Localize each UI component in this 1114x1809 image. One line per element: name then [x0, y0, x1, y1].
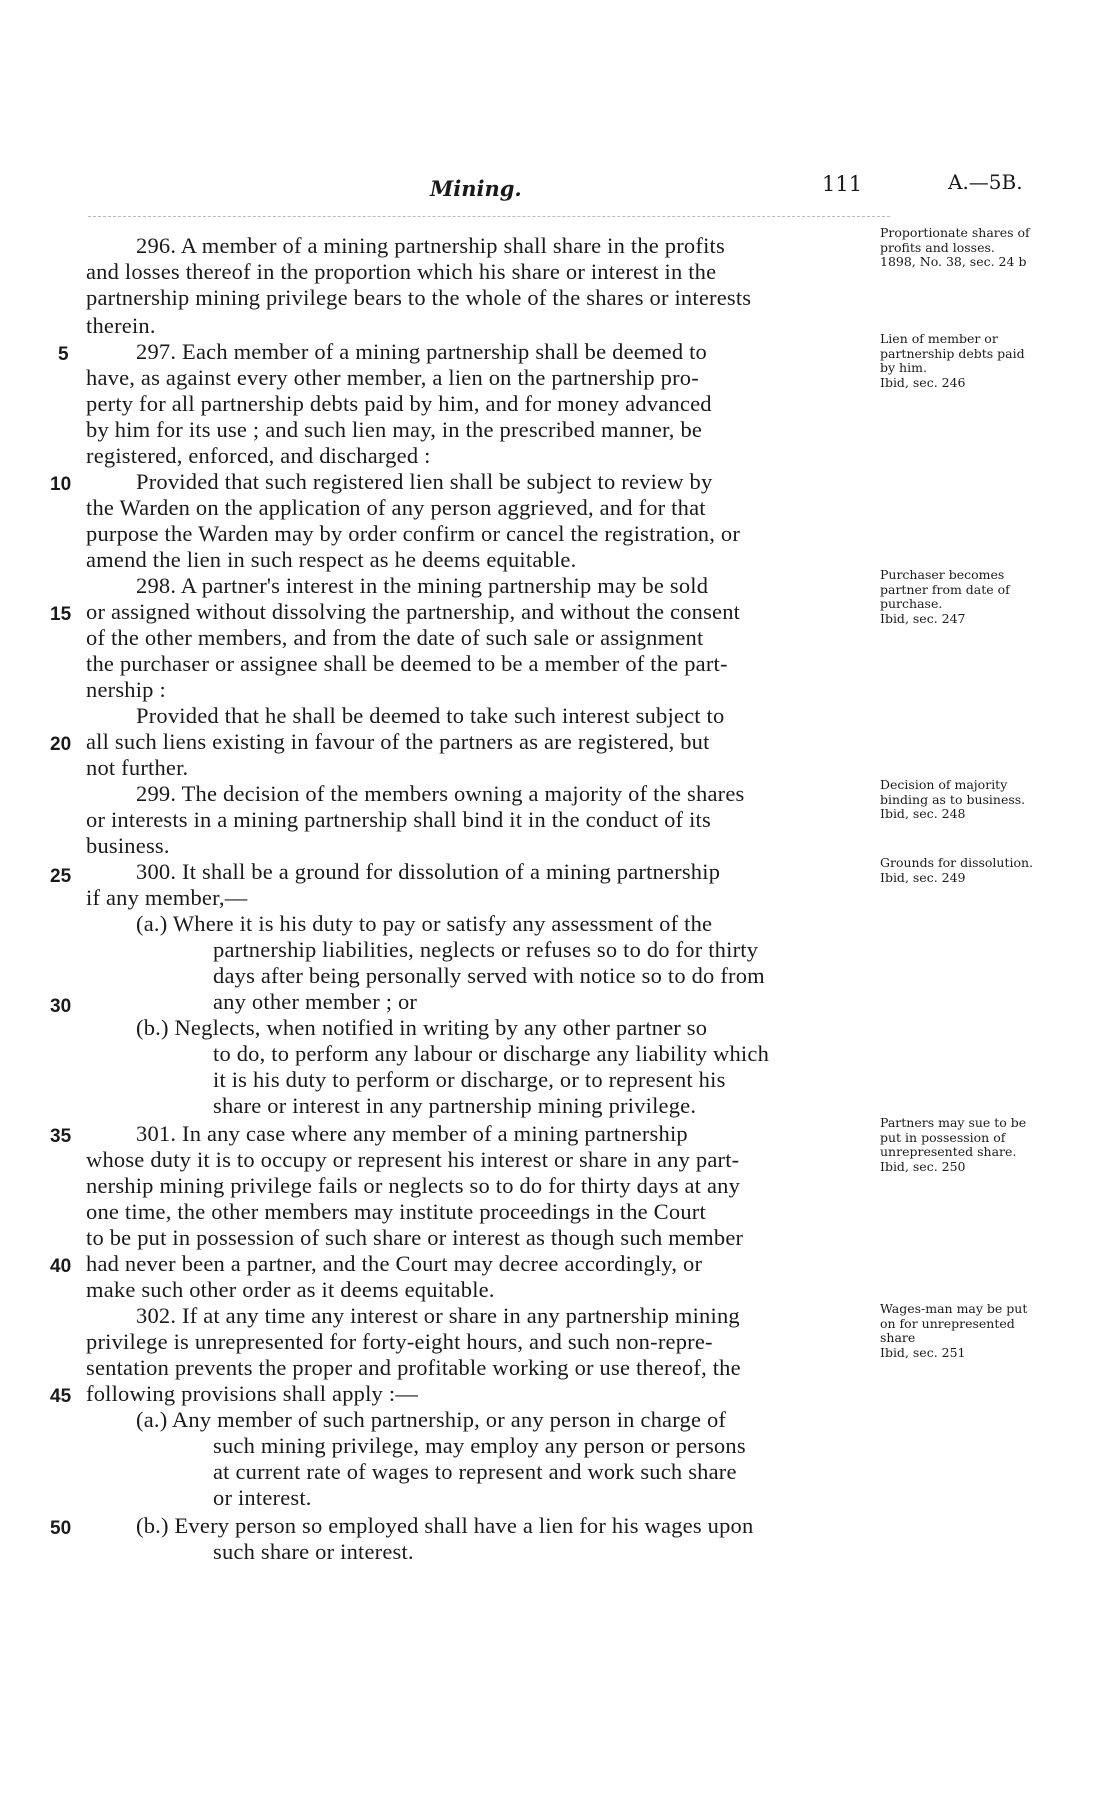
text-line: following provisions shall apply :— [86, 1381, 418, 1406]
text-line: to do, to perform any labour or discharge any liability which [213, 1041, 770, 1066]
text-line-clause-a: (a.) Any member of such partnership, or any person in charge of [136, 1407, 727, 1432]
text-line-section-299: 299. The decision of the members owning a majority of the shares [136, 781, 745, 806]
line-number: 10 [50, 474, 72, 495]
document-reference: A.—5B. [948, 170, 1023, 194]
marginal-note [880, 332, 1040, 390]
text-line-section-301: 301. In any case where any member of a mining partnership [136, 1121, 688, 1146]
marginal-note-title: Partners may sue to be put in possession of unrepresented share. [880, 1115, 1027, 1159]
page-number: 111 [822, 172, 863, 196]
marginal-note-ref: Ibid, sec. 250 [880, 1158, 966, 1174]
text-line: have, as against every other member, a lien on the partnership pro- [86, 365, 699, 390]
line-number: 25 [50, 866, 72, 887]
text-line-section-298: 298. A partner's interest in the mining partnership may be sold [136, 573, 709, 598]
marginal-note-ref: Ibid, sec. 248 [880, 806, 966, 821]
marginal-note [880, 778, 1040, 822]
line-number: 30 [50, 996, 72, 1017]
text-line-clause-a: (a.) Where it is his duty to pay or satisfy any assessment of the [136, 911, 713, 936]
marginal-note-ref: Ibid, sec. 249 [880, 869, 966, 885]
text-line: such share or interest. [213, 1539, 414, 1564]
text-line: or interest. [213, 1485, 312, 1510]
text-line: sentation prevents the proper and profitable working or use thereof, the [86, 1355, 741, 1380]
header-rule [88, 216, 890, 217]
line-number: 20 [50, 734, 72, 755]
running-title: Mining. [430, 176, 522, 201]
text-line: by him for its use ; and such lien may, in the prescribed manner, be [86, 417, 703, 442]
text-line-section-302: 302. If at any time any interest or share in any partnership mining [136, 1303, 740, 1328]
marginal-note-title: Decision of majority binding as to business. [880, 777, 1026, 807]
marginal-note [880, 1116, 1040, 1174]
text-line: the purchaser or assignee shall be deemed to be a member of the part- [86, 651, 728, 676]
text-line: business. [86, 833, 170, 858]
text-line: not further. [86, 755, 189, 780]
text-line: if any member,— [86, 885, 248, 910]
marginal-note-ref: 1898, No. 38, sec. 24 b [880, 254, 1027, 269]
line-number: 5 [58, 344, 69, 365]
marginal-note-title: Proportionate shares of profits and losses. [880, 225, 1030, 255]
text-line: registered, enforced, and discharged : [86, 443, 431, 468]
text-line: share or interest in any partnership mining privilege. [213, 1093, 697, 1118]
text-line: any other member ; or [213, 989, 418, 1014]
marginal-note [880, 1302, 1040, 1360]
marginal-note [880, 226, 1040, 270]
marginal-note [880, 568, 1040, 626]
text-line-section-296: 296. A member of a mining partnership shall share in the profits [136, 233, 725, 258]
text-line: days after being personally served with notice so to do from [213, 963, 765, 988]
text-line: perty for all partnership debts paid by him, and for money advanced [86, 391, 712, 416]
text-line: of the other members, and from the date of such sale or assignment [86, 625, 704, 650]
line-number: 15 [50, 604, 72, 625]
marginal-note-title: Wages-man may be put on for unrepresented share [880, 1301, 1028, 1345]
text-line: nership mining privilege fails or neglects so to do for thirty days at any [86, 1173, 741, 1198]
text-line: such mining privilege, may employ any person or persons [213, 1433, 746, 1458]
line-number: 45 [50, 1386, 72, 1407]
text-line: make such other order as it deems equitable. [86, 1277, 495, 1302]
text-line: one time, the other members may institute proceedings in the Court [86, 1199, 706, 1224]
marginal-note-title: Lien of member or partnership debts paid by him. [880, 331, 1025, 375]
marginal-note [880, 856, 1040, 885]
line-number: 40 [50, 1256, 72, 1277]
text-line: the Warden on the application of any person aggrieved, and for that [86, 495, 706, 520]
text-line: it is his duty to perform or discharge, or to represent his [213, 1067, 726, 1092]
text-line: nership : [86, 677, 166, 702]
text-line: purpose the Warden may by order confirm or cancel the registration, or [86, 521, 741, 546]
text-line: partnership liabilities, neglects or refuses so to do for thirty [213, 937, 759, 962]
text-line: amend the lien in such respect as he deems equitable. [86, 547, 577, 572]
text-line: partnership mining privilege bears to the whole of the shares or interests [86, 285, 752, 310]
text-line: therein. [86, 313, 156, 338]
text-line: or assigned without dissolving the partnership, and without the consent [86, 599, 741, 624]
text-line-clause-b: (b.) Every person so employed shall have a lien for his wages upon [136, 1513, 754, 1538]
text-line: all such liens existing in favour of the partners as are registered, but [86, 729, 710, 754]
line-number: 35 [50, 1126, 72, 1147]
text-line: and losses thereof in the proportion which his share or interest in the [86, 259, 717, 284]
marginal-note-ref: Ibid, sec. 246 [880, 374, 966, 390]
text-line: had never been a partner, and the Court may decree accordingly, or [86, 1251, 703, 1276]
marginal-note-ref: Ibid, sec. 247 [880, 610, 966, 626]
text-line-proviso: Provided that he shall be deemed to take such interest subject to [136, 703, 725, 728]
text-line-section-300: 300. It shall be a ground for dissolution of a mining partnership [136, 859, 721, 884]
text-line-proviso: Provided that such registered lien shall be subject to review by [136, 469, 713, 494]
text-line-section-297: 297. Each member of a mining partnership shall be deemed to [136, 339, 708, 364]
marginal-note-ref: Ibid, sec. 251 [880, 1344, 966, 1360]
text-line: privilege is unrepresented for forty-eight hours, and such non-repre- [86, 1329, 713, 1354]
text-line: at current rate of wages to represent and work such share [213, 1459, 737, 1484]
marginal-note-title: Grounds for dissolution. [880, 855, 1034, 870]
marginal-note-title: Purchaser becomes partner from date of purchase. [880, 567, 1010, 611]
line-number: 50 [50, 1518, 72, 1539]
text-line: whose duty it is to occupy or represent his interest or share in any part- [86, 1147, 740, 1172]
text-line: to be put in possession of such share or interest as though such member [86, 1225, 744, 1250]
text-line-clause-b: (b.) Neglects, when notified in writing by any other partner so [136, 1015, 708, 1040]
text-line: or interests in a mining partnership shall bind it in the conduct of its [86, 807, 711, 832]
